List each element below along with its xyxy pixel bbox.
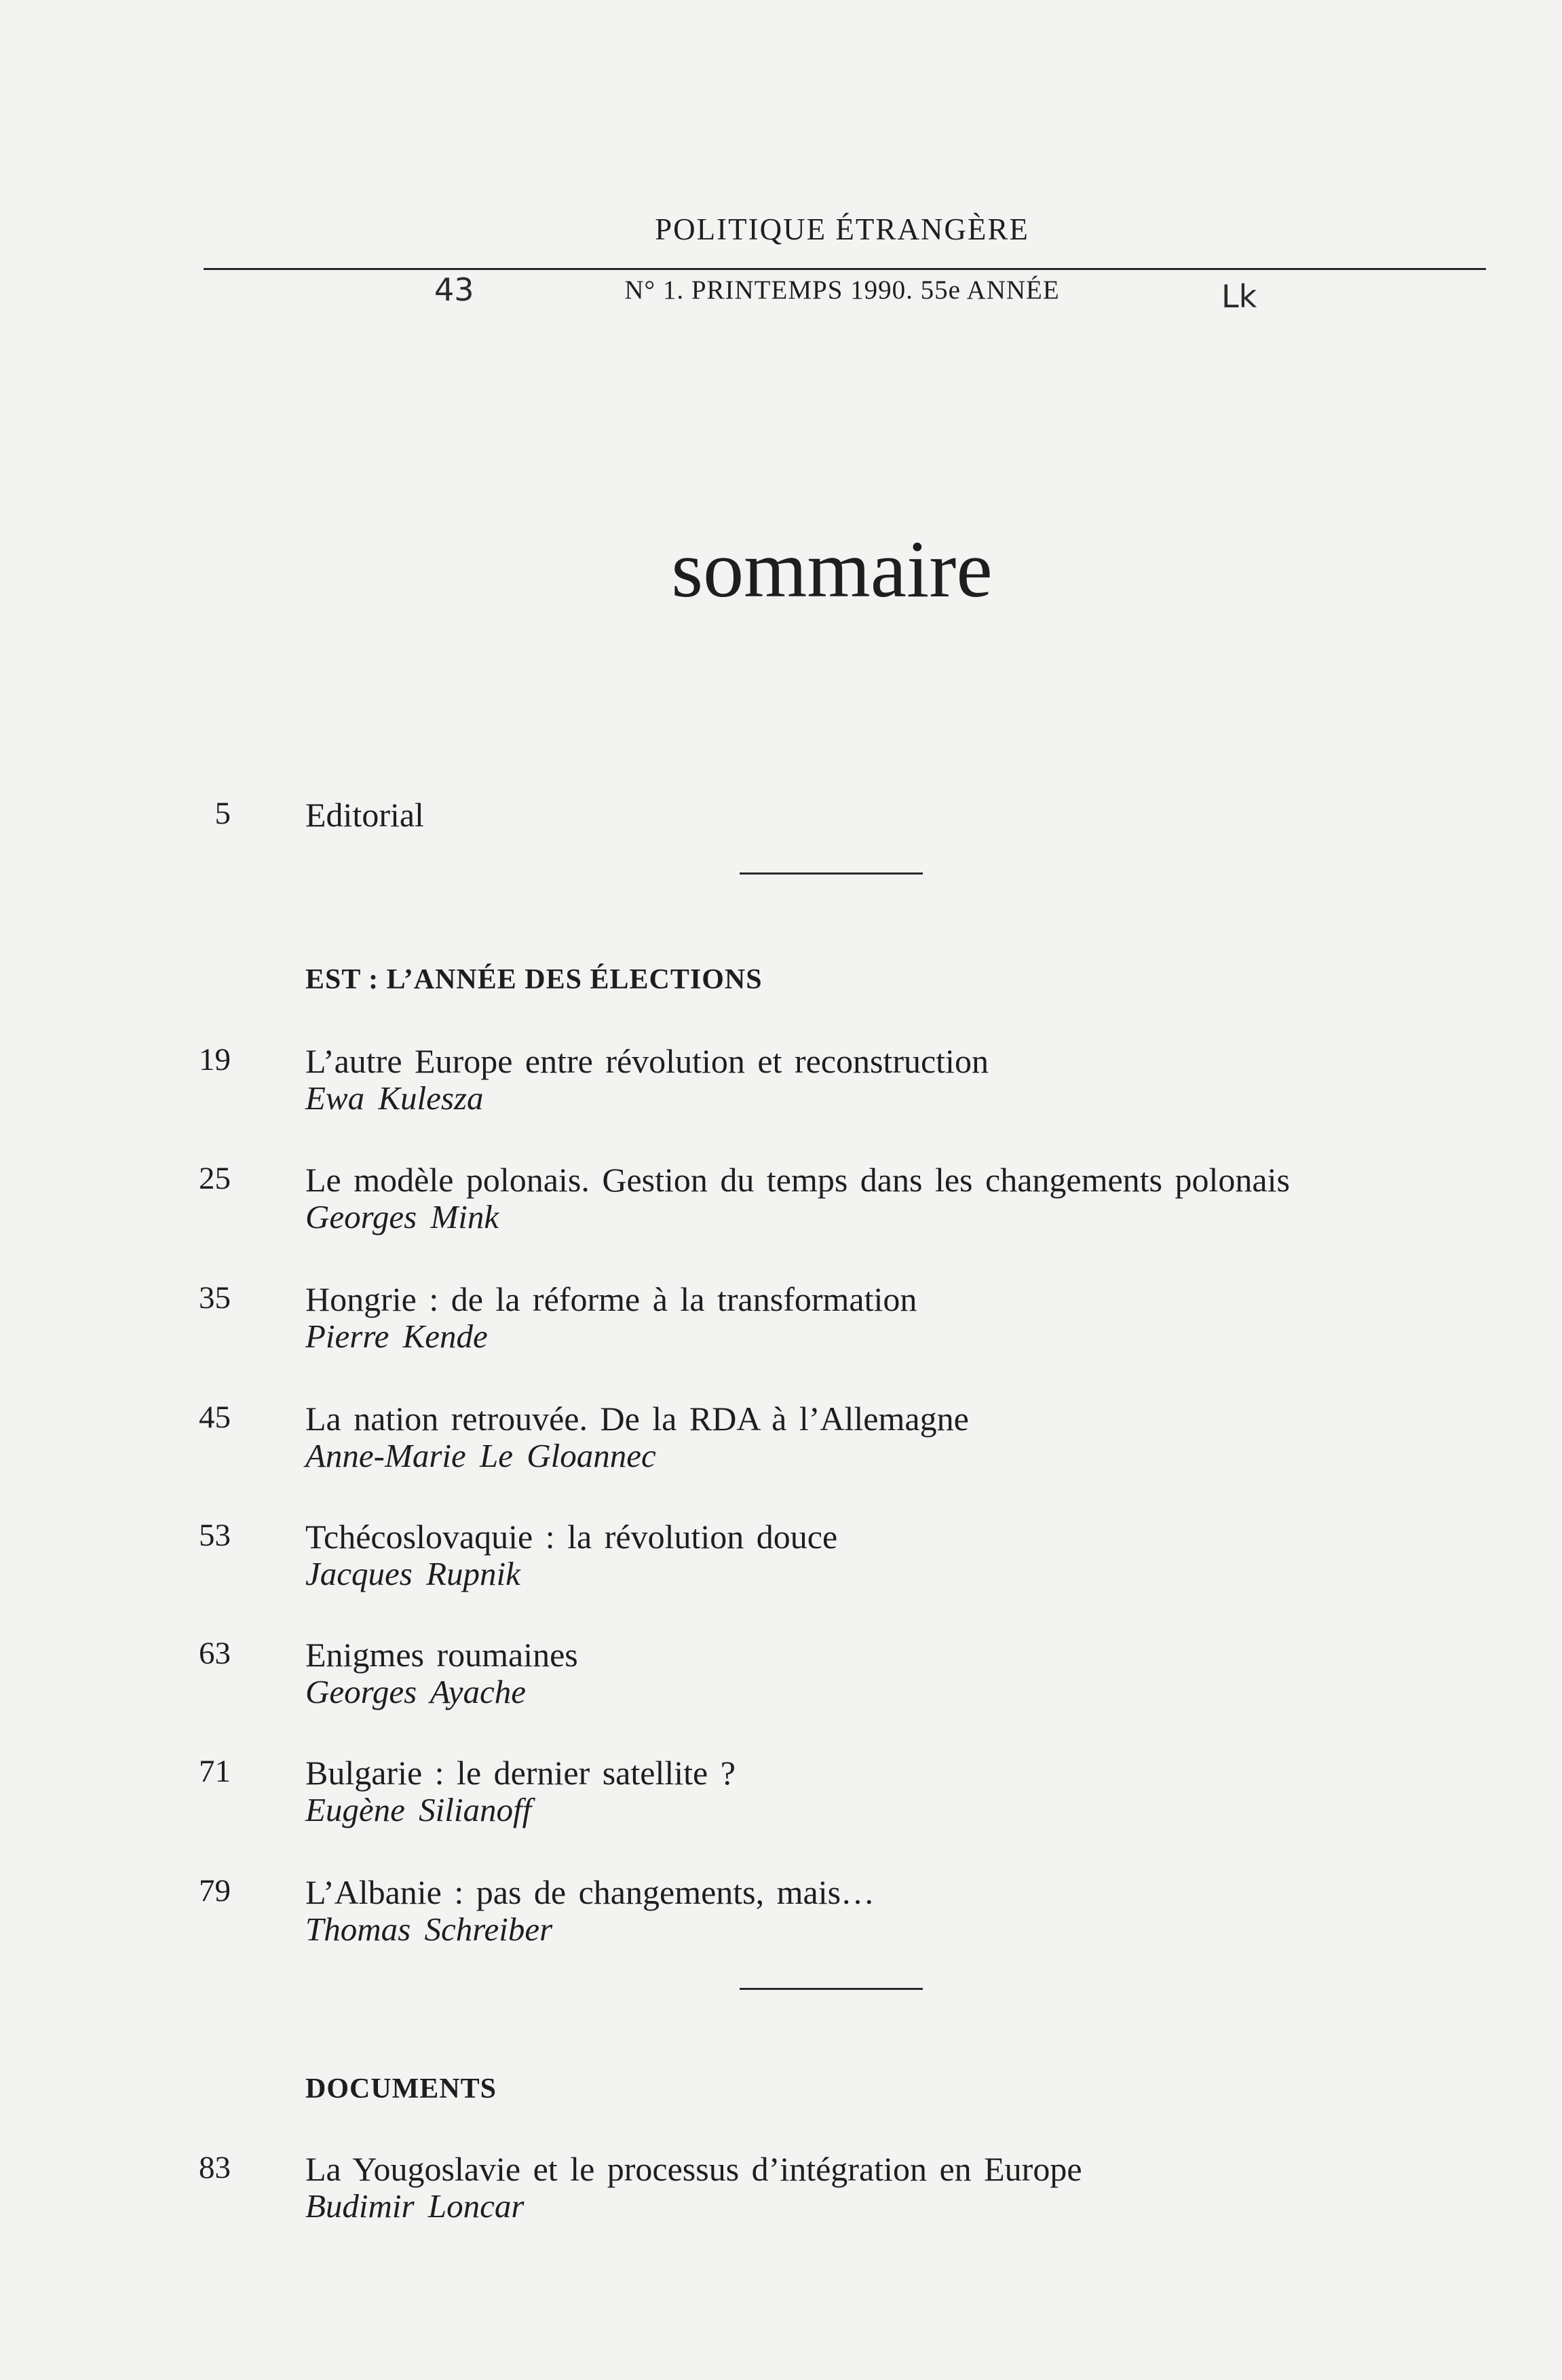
section-divider	[740, 1988, 923, 1990]
entry-author: Ewa Kulesza	[305, 1079, 484, 1117]
entry-author: Budimir Loncar	[305, 2187, 525, 2225]
entry-title: Le modèle polonais. Gestion du temps dans les changements polonais	[305, 1161, 1290, 1199]
entry-author: Pierre Kende	[305, 1318, 488, 1355]
section-heading-east: EST : L’ANNÉE DES ÉLECTIONS	[305, 964, 763, 995]
entry-author: Eugène Silianoff	[305, 1791, 532, 1828]
entry-title: L’Albanie : pas de changements, mais…	[305, 1873, 875, 1911]
journal-name: POLITIQUE ÉTRANGÈRE	[655, 212, 1029, 246]
entry-title: Editorial	[305, 796, 424, 834]
page-number: 25	[199, 1161, 231, 1196]
handwritten-note-left: 43	[434, 271, 474, 308]
entry-author: Georges Ayache	[305, 1673, 527, 1710]
entry-title: Bulgarie : le dernier satellite ?	[305, 1754, 736, 1792]
page-number: 45	[199, 1400, 231, 1435]
page-number: 19	[199, 1042, 231, 1077]
page-number: 53	[199, 1518, 231, 1553]
page-number: 79	[199, 1873, 231, 1908]
page-number: 71	[199, 1754, 231, 1789]
entry-title: Tchécoslovaquie : la révolution douce	[305, 1518, 838, 1556]
section-heading-documents: DOCUMENTS	[305, 2073, 497, 2105]
section-divider	[740, 872, 923, 875]
page-number: 35	[199, 1280, 231, 1316]
entry-author: Anne-Marie Le Gloannec	[305, 1437, 656, 1474]
header-rule	[204, 268, 1486, 270]
page-number: 63	[199, 1636, 231, 1671]
handwritten-note-right: Lk	[1221, 278, 1257, 315]
entry-title: Enigmes roumaines	[305, 1636, 578, 1674]
page-number: 83	[199, 2150, 231, 2185]
entry-title: La Yougoslavie et le processus d’intégration en Europe	[305, 2150, 1082, 2188]
entry-title: La nation retrouvée. De la RDA à l’Allemagne	[305, 1400, 969, 1438]
entry-author: Jacques Rupnik	[305, 1555, 520, 1592]
entry-author: Thomas Schreiber	[305, 1911, 553, 1948]
page-title: sommaire	[671, 524, 993, 614]
issue-line: N° 1. PRINTEMPS 1990. 55e ANNÉE	[624, 275, 1060, 305]
entry-title: Hongrie : de la réforme à la transformation	[305, 1280, 917, 1318]
entry-author: Georges Mink	[305, 1198, 499, 1235]
page-number: 5	[214, 796, 231, 831]
entry-title: L’autre Europe entre révolution et reconstruction	[305, 1042, 989, 1080]
